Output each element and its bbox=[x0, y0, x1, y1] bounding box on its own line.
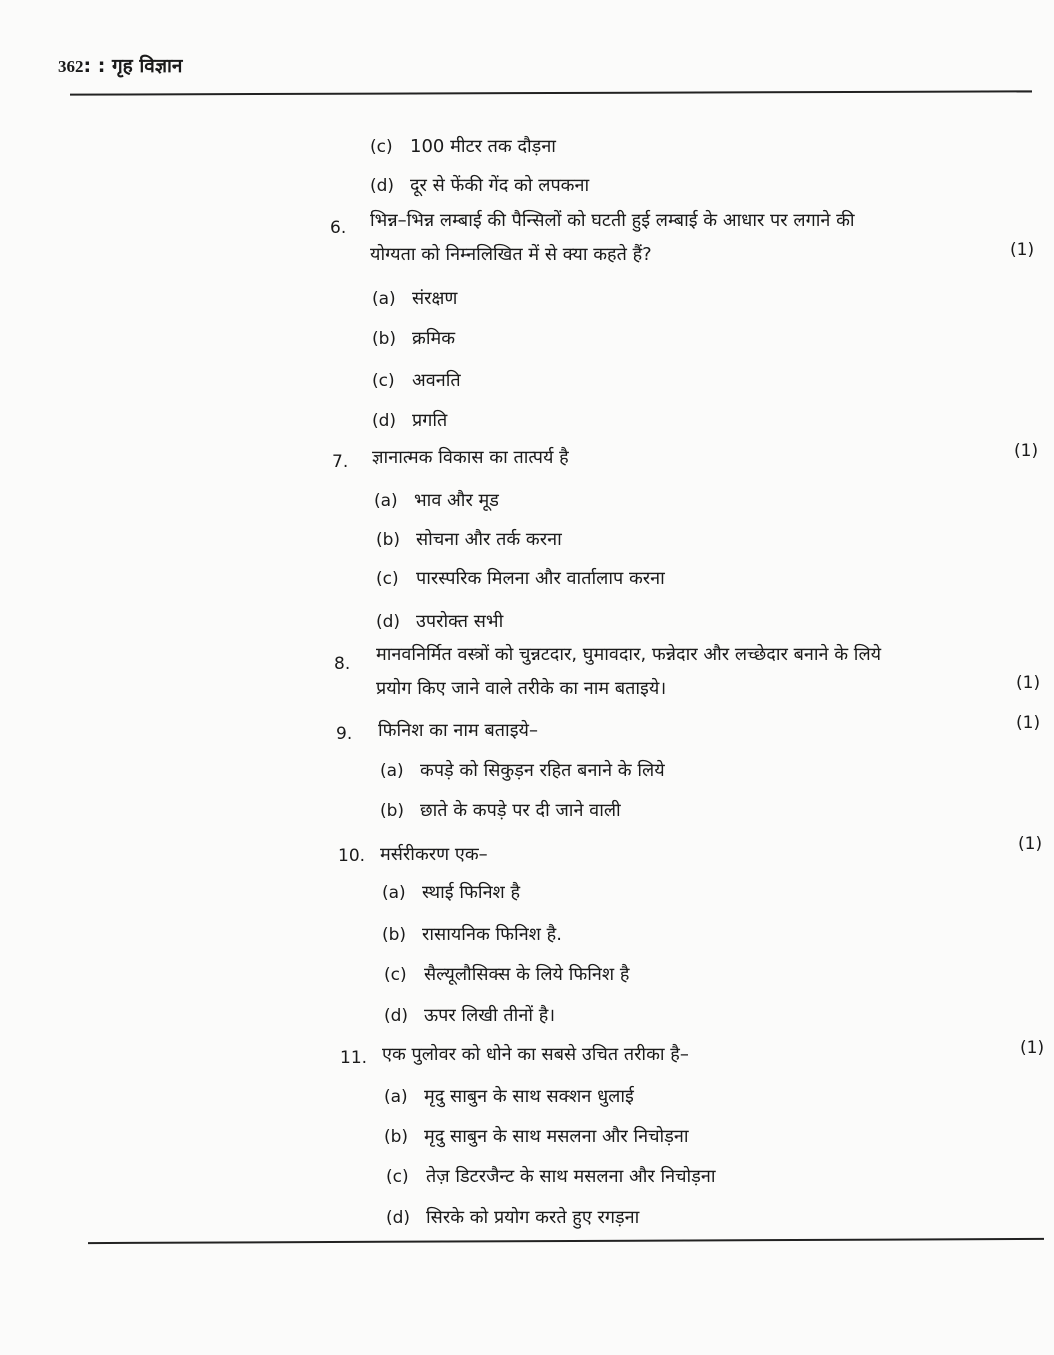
question-11-number: 11. bbox=[340, 1048, 368, 1068]
question-8-text-line2: प्रयोग किए जाने वाले तरीके का नाम बताइये। bbox=[376, 678, 667, 699]
question-11-option-a: (a) मृदु साबुन के साथ सक्शन धुलाई bbox=[384, 1086, 634, 1107]
book-title: गृह विज्ञान bbox=[111, 55, 183, 77]
question-7-option-d: (d) उपरोक्त सभी bbox=[376, 611, 504, 632]
question-9-option-a: (a) कपड़े को सिकुड़न रहित बनाने के लिये bbox=[380, 760, 665, 781]
question-6-option-a: (a) संरक्षण bbox=[372, 288, 458, 309]
question-10-text: मर्सरीकरण एक– bbox=[380, 844, 488, 865]
question-6-text-line2: योग्यता को निम्नलिखित में से क्या कहते हैं? bbox=[370, 244, 652, 265]
question-6-option-c: (c) अवनति bbox=[372, 370, 461, 391]
question-11-option-b: (b) मृदु साबुन के साथ मसलना और निचोड़ना bbox=[384, 1126, 689, 1147]
question-6-marks: (1) bbox=[1010, 240, 1035, 260]
option-d-continued: (d) दूर से फेंकी गेंद को लपकना bbox=[370, 175, 590, 196]
question-10-option-b: (b) रासायनिक फिनिश है. bbox=[382, 924, 562, 945]
question-11-marks: (1) bbox=[1020, 1038, 1045, 1058]
question-11-option-d: (d) सिरके को प्रयोग करते हुए रगड़ना bbox=[386, 1207, 640, 1228]
option-c-continued: (c) 100 मीटर तक दौड़ना bbox=[370, 136, 556, 157]
question-6-number: 6. bbox=[330, 218, 347, 238]
question-9-text: फिनिश का नाम बताइये– bbox=[378, 720, 538, 741]
question-8-number: 8. bbox=[334, 654, 351, 674]
header-rule bbox=[70, 90, 1032, 95]
question-6-option-b: (b) क्रमिक bbox=[372, 328, 456, 349]
question-10-marks: (1) bbox=[1018, 834, 1043, 854]
page-number: 362 bbox=[58, 57, 84, 76]
page-header bbox=[58, 52, 182, 78]
question-7-option-a: (a) भाव और मूड bbox=[374, 490, 499, 511]
question-8-marks: (1) bbox=[1016, 673, 1041, 693]
question-11-text: एक पुलोवर को धोने का सबसे उचित तरीका है– bbox=[382, 1044, 689, 1065]
question-10-number: 10. bbox=[338, 846, 366, 866]
question-10-option-c: (c) सैल्यूलौसिक्स के लिये फिनिश है bbox=[384, 964, 630, 985]
question-9-option-b: (b) छाते के कपड़े पर दी जाने वाली bbox=[380, 800, 621, 821]
question-7-option-b: (b) सोचना और तर्क करना bbox=[376, 529, 562, 550]
question-6-option-d: (d) प्रगति bbox=[372, 410, 448, 431]
question-10-option-d: (d) ऊपर लिखी तीनों है। bbox=[384, 1005, 556, 1026]
question-7-number: 7. bbox=[332, 452, 349, 472]
question-7-marks: (1) bbox=[1014, 441, 1039, 461]
question-10-option-a: (a) स्थाई फिनिश है bbox=[382, 882, 521, 903]
question-8-text-line1: मानवनिर्मित वस्त्रों को चुन्नटदार, घुमावदार, फन्नेदार और लच्छेदार बनाने के लिये bbox=[376, 644, 882, 665]
footer-rule bbox=[88, 1238, 1044, 1244]
question-11-option-c: (c) तेज़ डिटरजैन्ट के साथ मसलना और निचोड़ना bbox=[386, 1166, 716, 1187]
question-7-option-c: (c) पारस्परिक मिलना और वार्तालाप करना bbox=[376, 568, 665, 589]
header-separator: : : bbox=[83, 55, 106, 77]
question-7-text: ज्ञानात्मक विकास का तात्पर्य है bbox=[372, 447, 569, 468]
question-9-number: 9. bbox=[336, 724, 353, 744]
question-9-marks: (1) bbox=[1016, 713, 1041, 733]
question-6-text-line1: भिन्न–भिन्न लम्बाई की पैन्सिलों को घटती हुई लम्बाई के आधार पर लगाने की bbox=[370, 210, 855, 231]
